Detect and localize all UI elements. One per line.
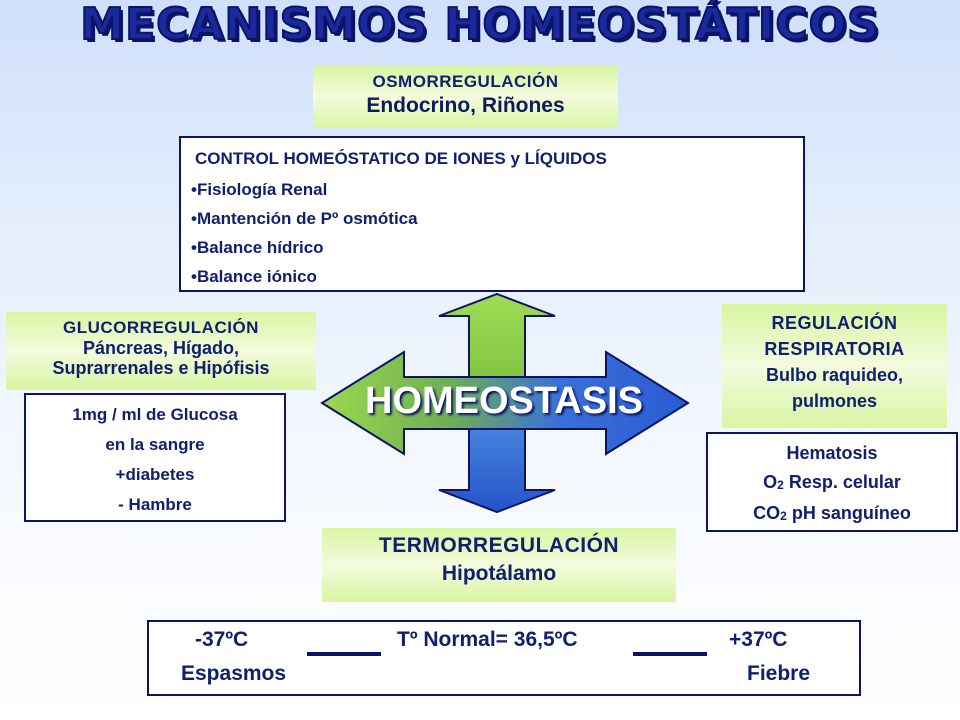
respiratoria-title-line2: RESPIRATORIA [764, 339, 905, 359]
low-temp-label: Espasmos [181, 662, 287, 685]
homeostasis-label: HOMEOSTASIS [365, 380, 643, 422]
osmorregulacion-organs: Endocrino, Riñones [366, 94, 565, 117]
osmorregulacion-label-box [313, 66, 618, 128]
list-item: • Balance hídrico [191, 233, 793, 262]
high-temp: +37ºC [729, 628, 788, 651]
left-arrow-line [307, 652, 381, 656]
glucose-line: +diabetes [115, 465, 195, 484]
glucose-line: 1mg / ml de Glucosa [72, 405, 238, 424]
respiratoria-organs-line1: Bulbo raquideo, [766, 365, 903, 385]
list-item: • Balance iónico [191, 262, 793, 291]
osmorregulacion-heading: CONTROL HOMEÓSTATICO DE IONES y LÍQUIDOS [195, 149, 607, 168]
glucorregulacion-title: GLUCORREGULACIÓN [63, 318, 259, 337]
o2-line: $O_2$ Resp. celular [763, 472, 901, 492]
hematosis-label: Hematosis [786, 443, 878, 463]
respiratoria-detail-box [706, 432, 958, 532]
osmorregulacion-detail-box [179, 136, 805, 292]
glucorregulacion-label-box [6, 312, 316, 390]
osmorregulacion-title: OSMORREGULACIÓN [372, 72, 559, 91]
termorregulacion-title: TERMORREGULACIÓN [378, 534, 620, 557]
list-item: • Mantención de Pº osmótica [191, 204, 793, 233]
normal-temp: Tº Normal= 36,5ºC [397, 628, 578, 651]
glucose-line: en la sangre [105, 435, 205, 454]
page-title: MECANISMOS HOMEOSTÁTICOS [80, 0, 880, 50]
glucorregulacion-organs-line2: Suprarrenales e Hipófisis [52, 358, 270, 378]
termorregulacion-label-box [322, 528, 676, 602]
termorregulacion-organ: Hipotálamo [441, 562, 557, 585]
glucorregulacion-organs-line1: Páncreas, Hígado, [82, 338, 240, 358]
regulacion-respiratoria-label-box [722, 304, 947, 428]
list-item: • Fisiología Renal [191, 175, 793, 204]
temperature-scale-box [147, 620, 861, 696]
glucose-line: - Hambre [118, 495, 192, 514]
glucorregulacion-detail-box [24, 393, 286, 522]
high-temp-label: Fiebre [747, 662, 811, 685]
respiratoria-organs-line2: pulmones [791, 391, 877, 411]
co2-line: $CO_2$ pH sanguíneo [753, 503, 911, 523]
low-temp: -37ºC [195, 628, 249, 651]
respiratoria-title-line1: REGULACIÓN [771, 313, 898, 333]
right-arrow-line [633, 652, 707, 656]
